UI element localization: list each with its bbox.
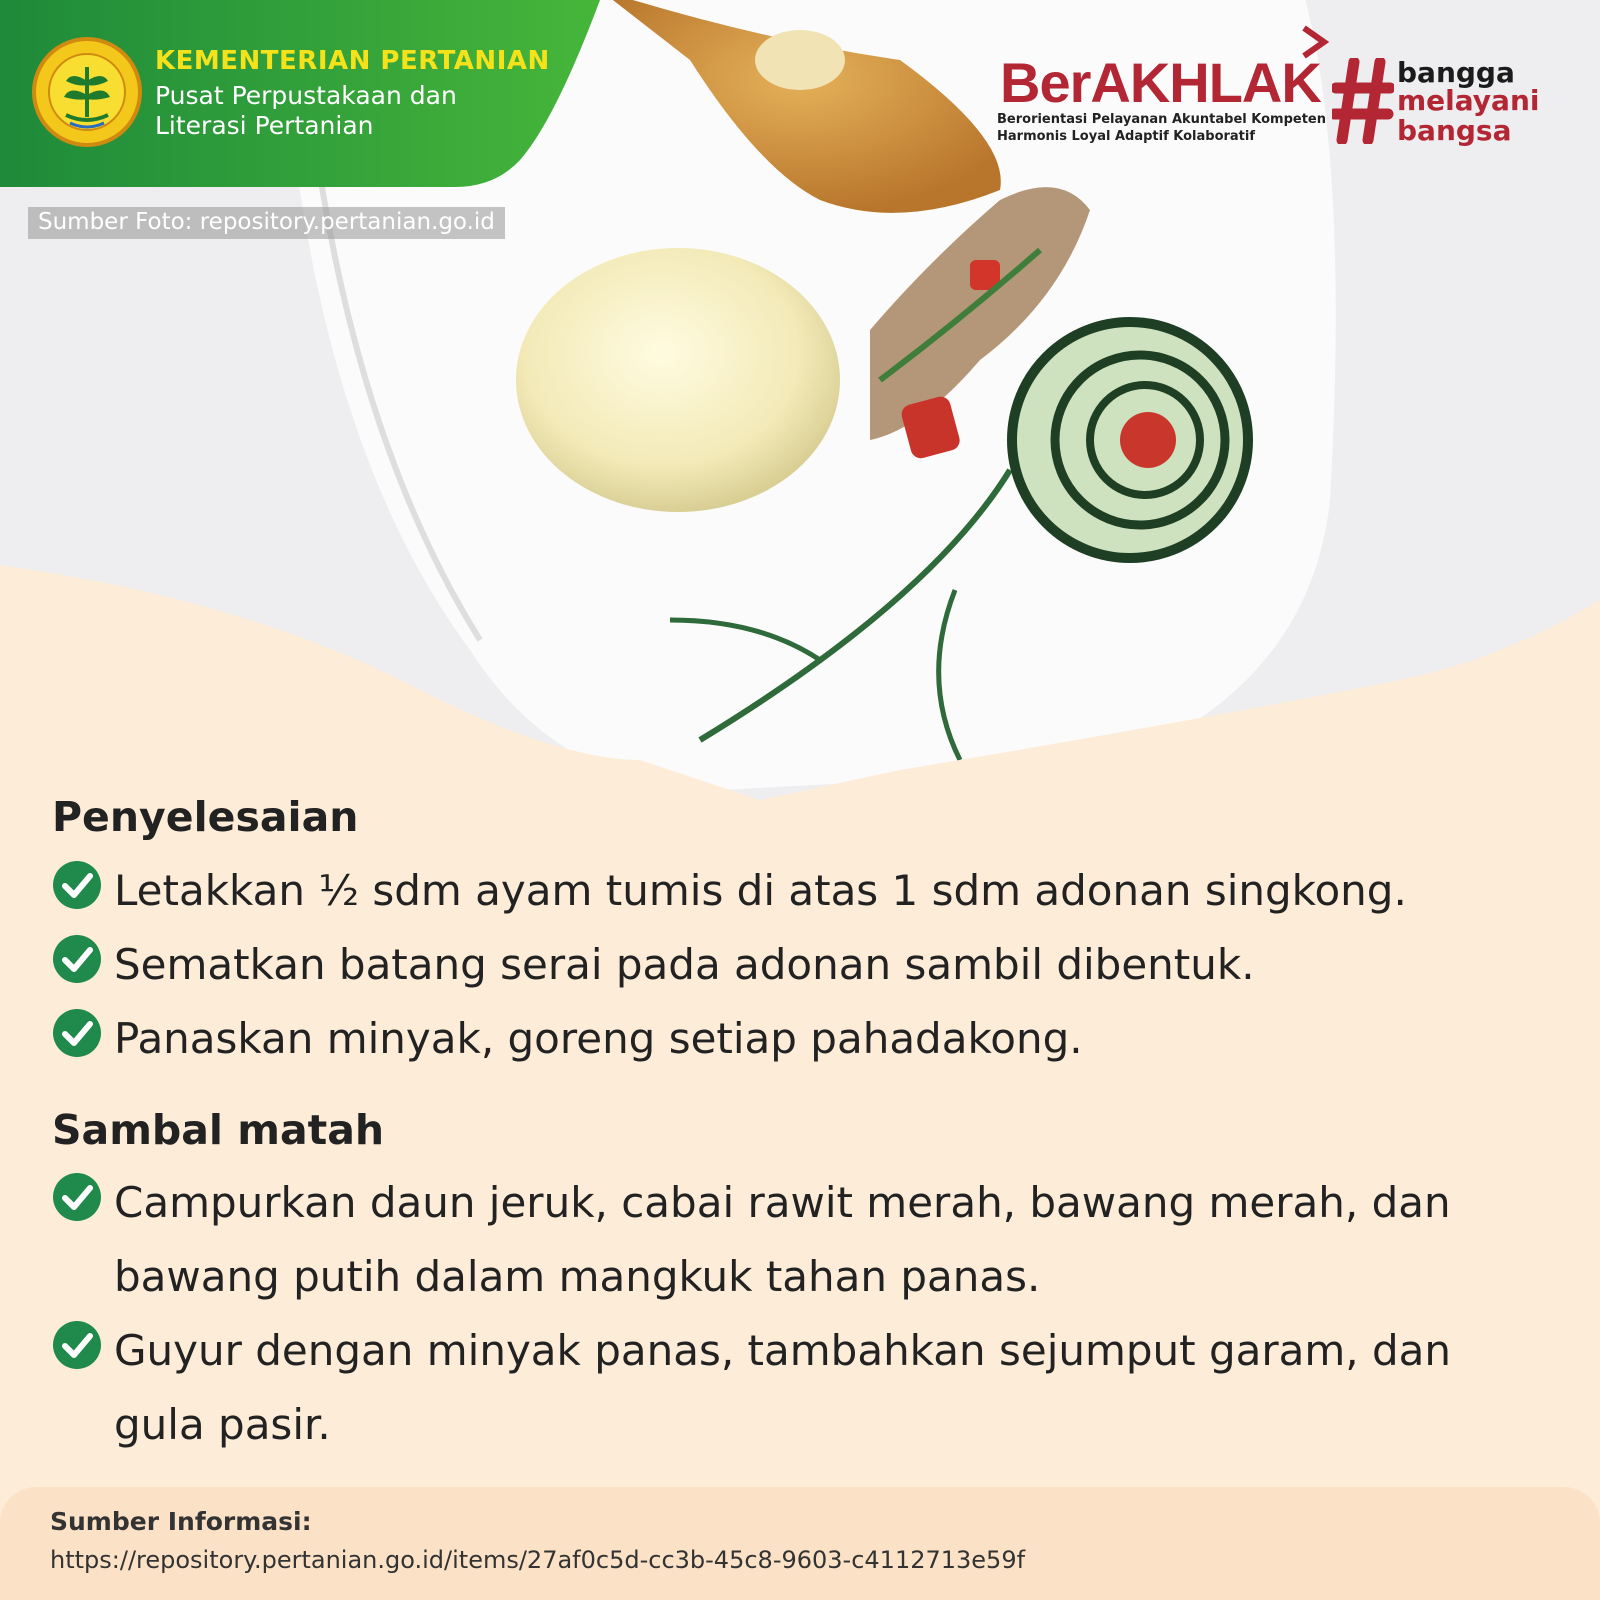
chevron-right-icon (1300, 25, 1330, 59)
org-subtitle: Pusat Perpustakaan dan (155, 81, 457, 110)
check-circle-icon (52, 860, 102, 910)
berakhlak-tagline: Harmonis Loyal Adaptif Kolaboratif (997, 129, 1256, 144)
source-footer (0, 1487, 1600, 1600)
step-text: Guyur dengan minyak panas, tambahkan sejumput garam, dan gula pasir. (114, 1326, 1452, 1449)
hashtag-icon (1332, 58, 1394, 144)
check-circle-icon (52, 1008, 102, 1058)
check-circle-icon (52, 934, 102, 984)
check-circle-icon (52, 1320, 102, 1370)
berakhlak-tagline: Berorientasi Pelayanan Akuntabel Kompeten (997, 112, 1326, 127)
step-text: Letakkan ½ sdm ayam tumis di atas 1 sdm adonan singkong. (114, 866, 1407, 915)
step-text: Campurkan daun jeruk, cabai rawit merah, bawang merah, dan bawang putih dalam mangkuk tahan panas. (114, 1178, 1451, 1301)
photo-credit: Sumber Foto: repository.pertanian.go.id (28, 207, 505, 239)
section-title: Penyelesaian (52, 793, 359, 841)
step-text: Sematkan batang serai pada adonan sambil dibentuk. (114, 940, 1255, 989)
step-text: Panaskan minyak, goreng setiap pahadakong. (114, 1014, 1083, 1063)
section-title: Sambal matah (52, 1106, 385, 1154)
check-circle-icon (52, 1172, 102, 1222)
slogan-word: bangga (1397, 56, 1515, 89)
org-subtitle: Literasi Pertanian (155, 111, 374, 140)
source-label: Sumber Informasi: (50, 1507, 312, 1536)
berakhlak-logo: BerAKHLAK (1000, 51, 1321, 114)
slogan-word: melayani (1397, 84, 1540, 117)
kementan-logo (32, 37, 142, 147)
source-link[interactable]: https://repository.pertanian.go.id/items/27af0c5d-cc3b-45c8-9603-c4112713e59f (50, 1546, 1026, 1574)
slogan-word: bangsa (1397, 114, 1512, 147)
org-title: KEMENTERIAN PERTANIAN (155, 46, 550, 76)
